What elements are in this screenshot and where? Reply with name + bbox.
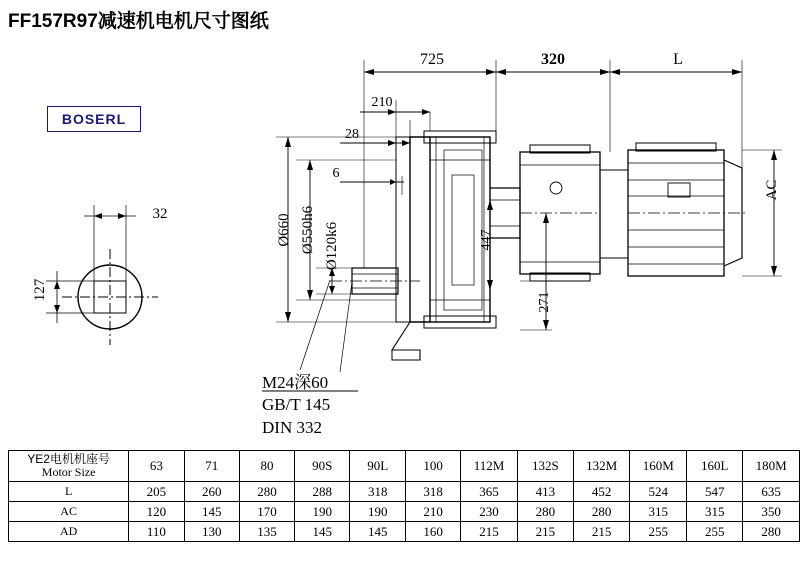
table-cell: 145 xyxy=(295,522,350,542)
note-line-2: GB/T 145 xyxy=(262,395,331,414)
table-cell: 215 xyxy=(461,522,518,542)
table-col-header: 160L xyxy=(687,451,743,482)
gearbox-body xyxy=(430,137,490,322)
adapter-boss xyxy=(550,182,562,194)
table-cell: 452 xyxy=(573,482,630,502)
dim-L: L xyxy=(673,51,683,68)
table-header-label xyxy=(9,451,129,482)
table-cell: 280 xyxy=(517,502,573,522)
dim-AC: AC xyxy=(764,179,780,201)
dim-28: 28 xyxy=(345,127,359,142)
page-title: FF157R97减速机电机尺寸图纸 xyxy=(8,11,269,32)
dim-550h6: Ø550h6 xyxy=(300,205,316,255)
table-cell: 280 xyxy=(573,502,630,522)
brand-logo: BOSERL xyxy=(47,106,141,132)
table-row xyxy=(9,502,800,522)
table-cell: 365 xyxy=(461,482,518,502)
table-cell: 315 xyxy=(630,502,687,522)
table-cell: 205 xyxy=(129,482,184,502)
table-cell: 230 xyxy=(461,502,518,522)
table-row-label: AC xyxy=(9,502,129,522)
table-col-header: 90S xyxy=(295,451,350,482)
table-header-row xyxy=(9,451,800,482)
table-col-header: 132S xyxy=(517,451,573,482)
table-cell: 110 xyxy=(129,522,184,542)
table-cell: 280 xyxy=(239,482,294,502)
table-cell: 210 xyxy=(405,502,460,522)
table-col-header: 63 xyxy=(129,451,184,482)
table-cell: 413 xyxy=(517,482,573,502)
note-line-1: M24深60 xyxy=(262,373,329,392)
note-line-3: DIN 332 xyxy=(262,418,322,437)
dim-660: Ø660 xyxy=(276,213,292,247)
table-cell: 260 xyxy=(184,482,239,502)
table-cell: 255 xyxy=(630,522,687,542)
table-cell: 215 xyxy=(573,522,630,542)
table-header-label-cn: YE2电机机座号 xyxy=(27,452,110,466)
dim-120k6: Ø120k6 xyxy=(324,221,340,271)
table-cell: 280 xyxy=(743,522,800,542)
table-cell: 635 xyxy=(743,482,800,502)
table-col-header: 100 xyxy=(405,451,460,482)
table-cell: 145 xyxy=(350,522,405,542)
table-cell: 288 xyxy=(295,482,350,502)
dim-210: 210 xyxy=(371,95,393,110)
table-cell: 190 xyxy=(350,502,405,522)
table-cell: 318 xyxy=(405,482,460,502)
dim-127: 127 xyxy=(32,278,48,302)
table-cell: 547 xyxy=(687,482,743,502)
table-cell: 524 xyxy=(630,482,687,502)
table-col-header: 90L xyxy=(350,451,405,482)
dim-6: 6 xyxy=(332,166,340,181)
table-cell: 160 xyxy=(405,522,460,542)
adapter-neck xyxy=(490,188,520,238)
table-cell: 135 xyxy=(239,522,294,542)
table-row xyxy=(9,522,800,542)
table-cell: 130 xyxy=(184,522,239,542)
table-col-header: 132M xyxy=(573,451,630,482)
table-cell: 170 xyxy=(239,502,294,522)
dim-271: 271 xyxy=(537,291,552,313)
dim-32: 32 xyxy=(152,206,168,222)
motor-size-table xyxy=(8,450,800,542)
gearbox-foot xyxy=(392,322,420,360)
table-cell: 215 xyxy=(517,522,573,542)
table-cell: 190 xyxy=(295,502,350,522)
table-row-label: AD xyxy=(9,522,129,542)
table-cell: 318 xyxy=(350,482,405,502)
table-cell: 350 xyxy=(743,502,800,522)
table-col-header: 112M xyxy=(461,451,518,482)
table-cell: 120 xyxy=(129,502,184,522)
table-header-label-en: Motor Size xyxy=(41,465,96,479)
mounting-flange xyxy=(410,137,430,322)
dim-320: 320 xyxy=(541,51,565,68)
table-cell: 255 xyxy=(687,522,743,542)
table-col-header: 180M xyxy=(743,451,800,482)
table-col-header: 160M xyxy=(630,451,687,482)
table-cell: 145 xyxy=(184,502,239,522)
table-row-label: L xyxy=(9,482,129,502)
table-col-header: 71 xyxy=(184,451,239,482)
table-col-header: 80 xyxy=(239,451,294,482)
dim-725: 725 xyxy=(420,51,444,68)
dim-447: 447 xyxy=(479,229,494,251)
table-cell: 315 xyxy=(687,502,743,522)
table-row xyxy=(9,482,800,502)
